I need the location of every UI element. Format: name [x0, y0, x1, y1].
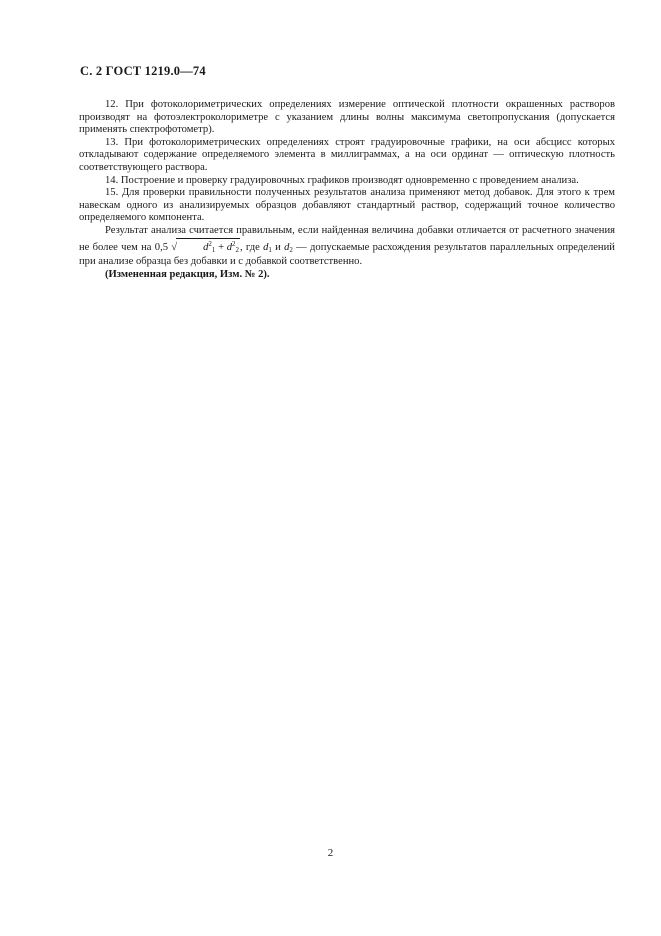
paragraph-15: 15. Для проверки правильности полученных результатов анализа применяют метод добавок. Для этого к трем навескам одного из анализируемых образцов добавляют стандартный раствор, содержащий точное количество определяемого компонента.: [79, 187, 615, 224]
formula-sub-1: 1: [211, 245, 216, 254]
page-header: С. 2 ГОСТ 1219.0—74: [80, 64, 206, 78]
formula-d2: d: [226, 241, 233, 253]
var-d2-sub: 2: [289, 245, 293, 254]
result-text-and: и: [275, 241, 281, 253]
var-d1: d: [263, 241, 269, 253]
formula-sup-1: 2: [208, 239, 212, 248]
formula-d1: d: [203, 241, 209, 253]
formula-plus: +: [218, 241, 225, 253]
tolerance-formula: [154, 239, 240, 254]
result-text-after: — допускаемые расхождения результатов параллельных определений при анализе образца без добавки и с добавкой соответственно.: [79, 241, 615, 268]
page-number: 2: [327, 847, 334, 859]
formula-sup-2: 2: [232, 239, 236, 248]
paragraph-12: 12. При фотоколориметрических определениях измерение оптической плотности окрашенных растворов производят на фотоэлектроколориметре с указанием длины волны максимума светопропускания (допускается применять спектрофотометр).: [79, 99, 615, 136]
var-d1-sub: 1: [268, 245, 272, 254]
sqrt-icon: √: [171, 241, 178, 253]
var-d2: d: [284, 241, 290, 253]
paragraph-result: [79, 225, 615, 269]
paragraph-13: 13. При фотоколориметрических определениях строят градуировочные графики, на оси абсцисс которых откладывают содержание определяемого элемента в миллиграммах, а на оси ординат — оптическую плотность соответствующего раствора.: [79, 136, 615, 173]
edition-note: (Измененная редакция, Изм. № 2).: [105, 268, 270, 280]
formula-sub-2: 2: [235, 245, 240, 254]
formula-radicand: [176, 238, 240, 256]
result-text-before: Результат анализа считается правильным, если найденная величина добавки отличается от расчетного значения не более чем на: [79, 224, 615, 253]
document-body: [79, 99, 615, 281]
formula-coefficient: 0,5: [154, 241, 169, 253]
paragraph-14: 14. Построение и проверку градуировочных графиков производят одновременно с проведением анализа.: [105, 174, 579, 186]
result-text-where: , где: [240, 241, 260, 253]
